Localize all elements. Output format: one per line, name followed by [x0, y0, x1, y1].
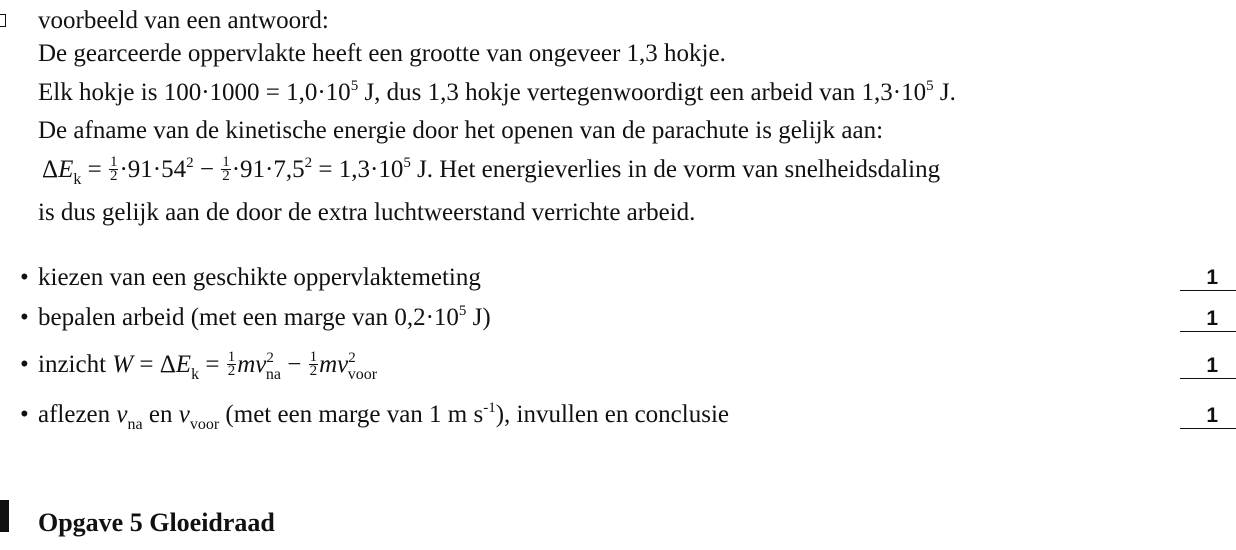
bullet: •	[20, 351, 29, 378]
fraction-half: $\frac{1}{2}$	[109, 153, 118, 184]
criterion-4-score: 1	[1180, 404, 1236, 429]
bullet: •	[20, 264, 29, 291]
criterion-3: inzicht $W = \Delta E_k$ = $\frac{1}{2}$ $mv^2_{na}$ − $\frac{1}{2}$ $mv^2_{voor}$	[38, 348, 378, 383]
criterion-3-score: 1	[1180, 354, 1236, 379]
criterion-1: kiezen van een geschikte oppervlaktemeting	[38, 264, 481, 291]
fraction-half: $\frac{1}{2}$	[222, 153, 230, 184]
margin-marker	[0, 14, 6, 27]
example-line-5: is dus gelijk aan de door de extra luchtweerstand verrichte arbeid.	[38, 199, 696, 226]
bullet: •	[20, 304, 29, 331]
example-intro: voorbeeld van een antwoord:	[38, 7, 329, 34]
section-marker-bar	[0, 500, 9, 532]
criterion-4: aflezen $v_{na}$ en $v_{voor}$ (met een marge van 1 m $s^{-1}$), invullen en conclusie	[38, 400, 729, 433]
criterion-1-score: 1	[1180, 266, 1236, 291]
bullet: •	[20, 401, 29, 428]
example-line-3: De afname van de kinetische energie door het openen van de parachute is gelijk aan:	[38, 117, 884, 144]
example-line-2: Elk hokje is $100\cdot 1000 = 1,0\cdot 10^5$ J, dus 1,3 hokje vertegenwoordigt een arbeid van $1,3\cdot 10^5$ J.	[38, 78, 956, 106]
criterion-2: bepalen arbeid (met een marge van $0,2\cdot 10^5$ J)	[38, 303, 491, 331]
criterion-2-score: 1	[1180, 307, 1236, 332]
example-line-1: De gearceerde oppervlakte heeft een grootte van ongeveer 1,3 hokje.	[38, 40, 726, 67]
fraction-half: $\frac{1}{2}$	[227, 348, 236, 379]
example-line-4-formula: $\Delta E_k$ = $\frac{1}{2}$ $\cdot 91\cdot 54^2$ − $\frac{1}{2}$ $\cdot 91\cdot 7,5^2 = 1,3\cdot 10^5$ J. Het energieverlies in de vorm van snelheidsdaling	[42, 153, 941, 188]
section-heading: Opgave 5 Gloeidraad	[38, 508, 275, 537]
fraction-half: $\frac{1}{2}$	[309, 348, 318, 379]
